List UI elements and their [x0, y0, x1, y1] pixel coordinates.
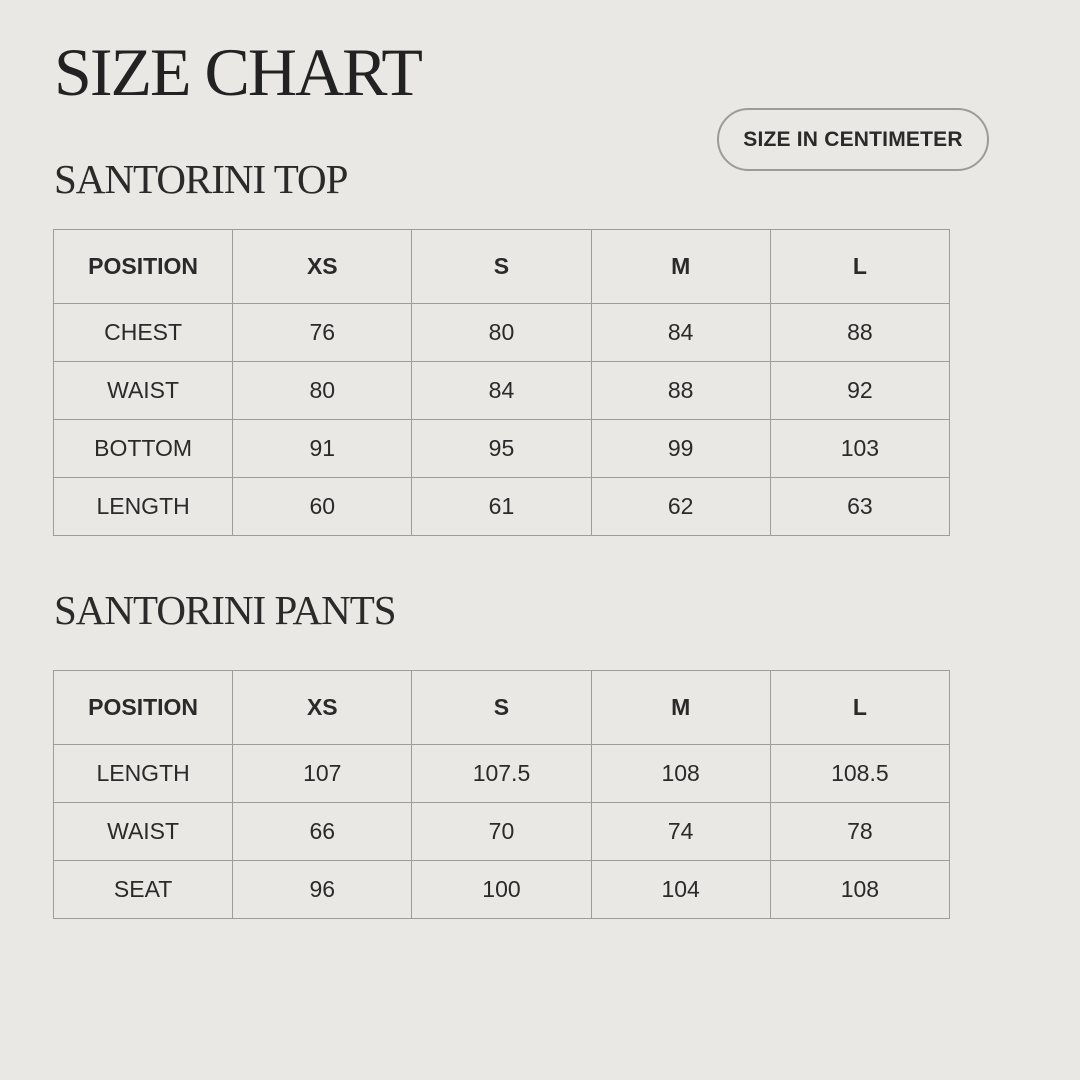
size-value: 66 [233, 803, 412, 861]
header-s: S [412, 230, 591, 304]
position-label: WAIST [54, 362, 233, 420]
size-value: 88 [591, 362, 770, 420]
size-value: 78 [770, 803, 949, 861]
header-xs: XS [233, 671, 412, 745]
table-row [54, 803, 950, 861]
size-value: 96 [233, 861, 412, 919]
table-header-row [54, 230, 950, 304]
size-value: 103 [770, 420, 949, 478]
position-label: LENGTH [54, 478, 233, 536]
header-xs: XS [233, 230, 412, 304]
size-value: 108.5 [770, 745, 949, 803]
size-value: 62 [591, 478, 770, 536]
size-value: 70 [412, 803, 591, 861]
header-l: L [770, 671, 949, 745]
table-row [54, 478, 950, 536]
size-value: 63 [770, 478, 949, 536]
size-value: 60 [233, 478, 412, 536]
size-value: 100 [412, 861, 591, 919]
table-row [54, 304, 950, 362]
header-position: POSITION [54, 671, 233, 745]
header-m: M [591, 230, 770, 304]
table-row [54, 420, 950, 478]
size-value: 74 [591, 803, 770, 861]
size-value: 84 [591, 304, 770, 362]
size-value: 108 [591, 745, 770, 803]
page-title: SIZE CHART [54, 34, 421, 110]
position-label: WAIST [54, 803, 233, 861]
size-value: 88 [770, 304, 949, 362]
position-label: SEAT [54, 861, 233, 919]
position-label: LENGTH [54, 745, 233, 803]
header-s: S [412, 671, 591, 745]
header-position: POSITION [54, 230, 233, 304]
size-value: 108 [770, 861, 949, 919]
size-value: 107 [233, 745, 412, 803]
size-value: 104 [591, 861, 770, 919]
position-label: CHEST [54, 304, 233, 362]
table-row [54, 861, 950, 919]
pants-size-table [53, 670, 950, 919]
table-row [54, 745, 950, 803]
size-value: 99 [591, 420, 770, 478]
size-unit-badge: SIZE IN CENTIMETER [717, 108, 989, 171]
header-m: M [591, 671, 770, 745]
size-value: 61 [412, 478, 591, 536]
size-value: 92 [770, 362, 949, 420]
size-value: 107.5 [412, 745, 591, 803]
size-value: 95 [412, 420, 591, 478]
size-value: 76 [233, 304, 412, 362]
top-section-title: SANTORINI TOP [54, 156, 348, 202]
pants-section-title: SANTORINI PANTS [54, 587, 396, 633]
table-header-row [54, 671, 950, 745]
size-value: 80 [233, 362, 412, 420]
size-value: 84 [412, 362, 591, 420]
position-label: BOTTOM [54, 420, 233, 478]
header-l: L [770, 230, 949, 304]
table-row [54, 362, 950, 420]
size-value: 91 [233, 420, 412, 478]
top-size-table [53, 229, 950, 536]
size-value: 80 [412, 304, 591, 362]
